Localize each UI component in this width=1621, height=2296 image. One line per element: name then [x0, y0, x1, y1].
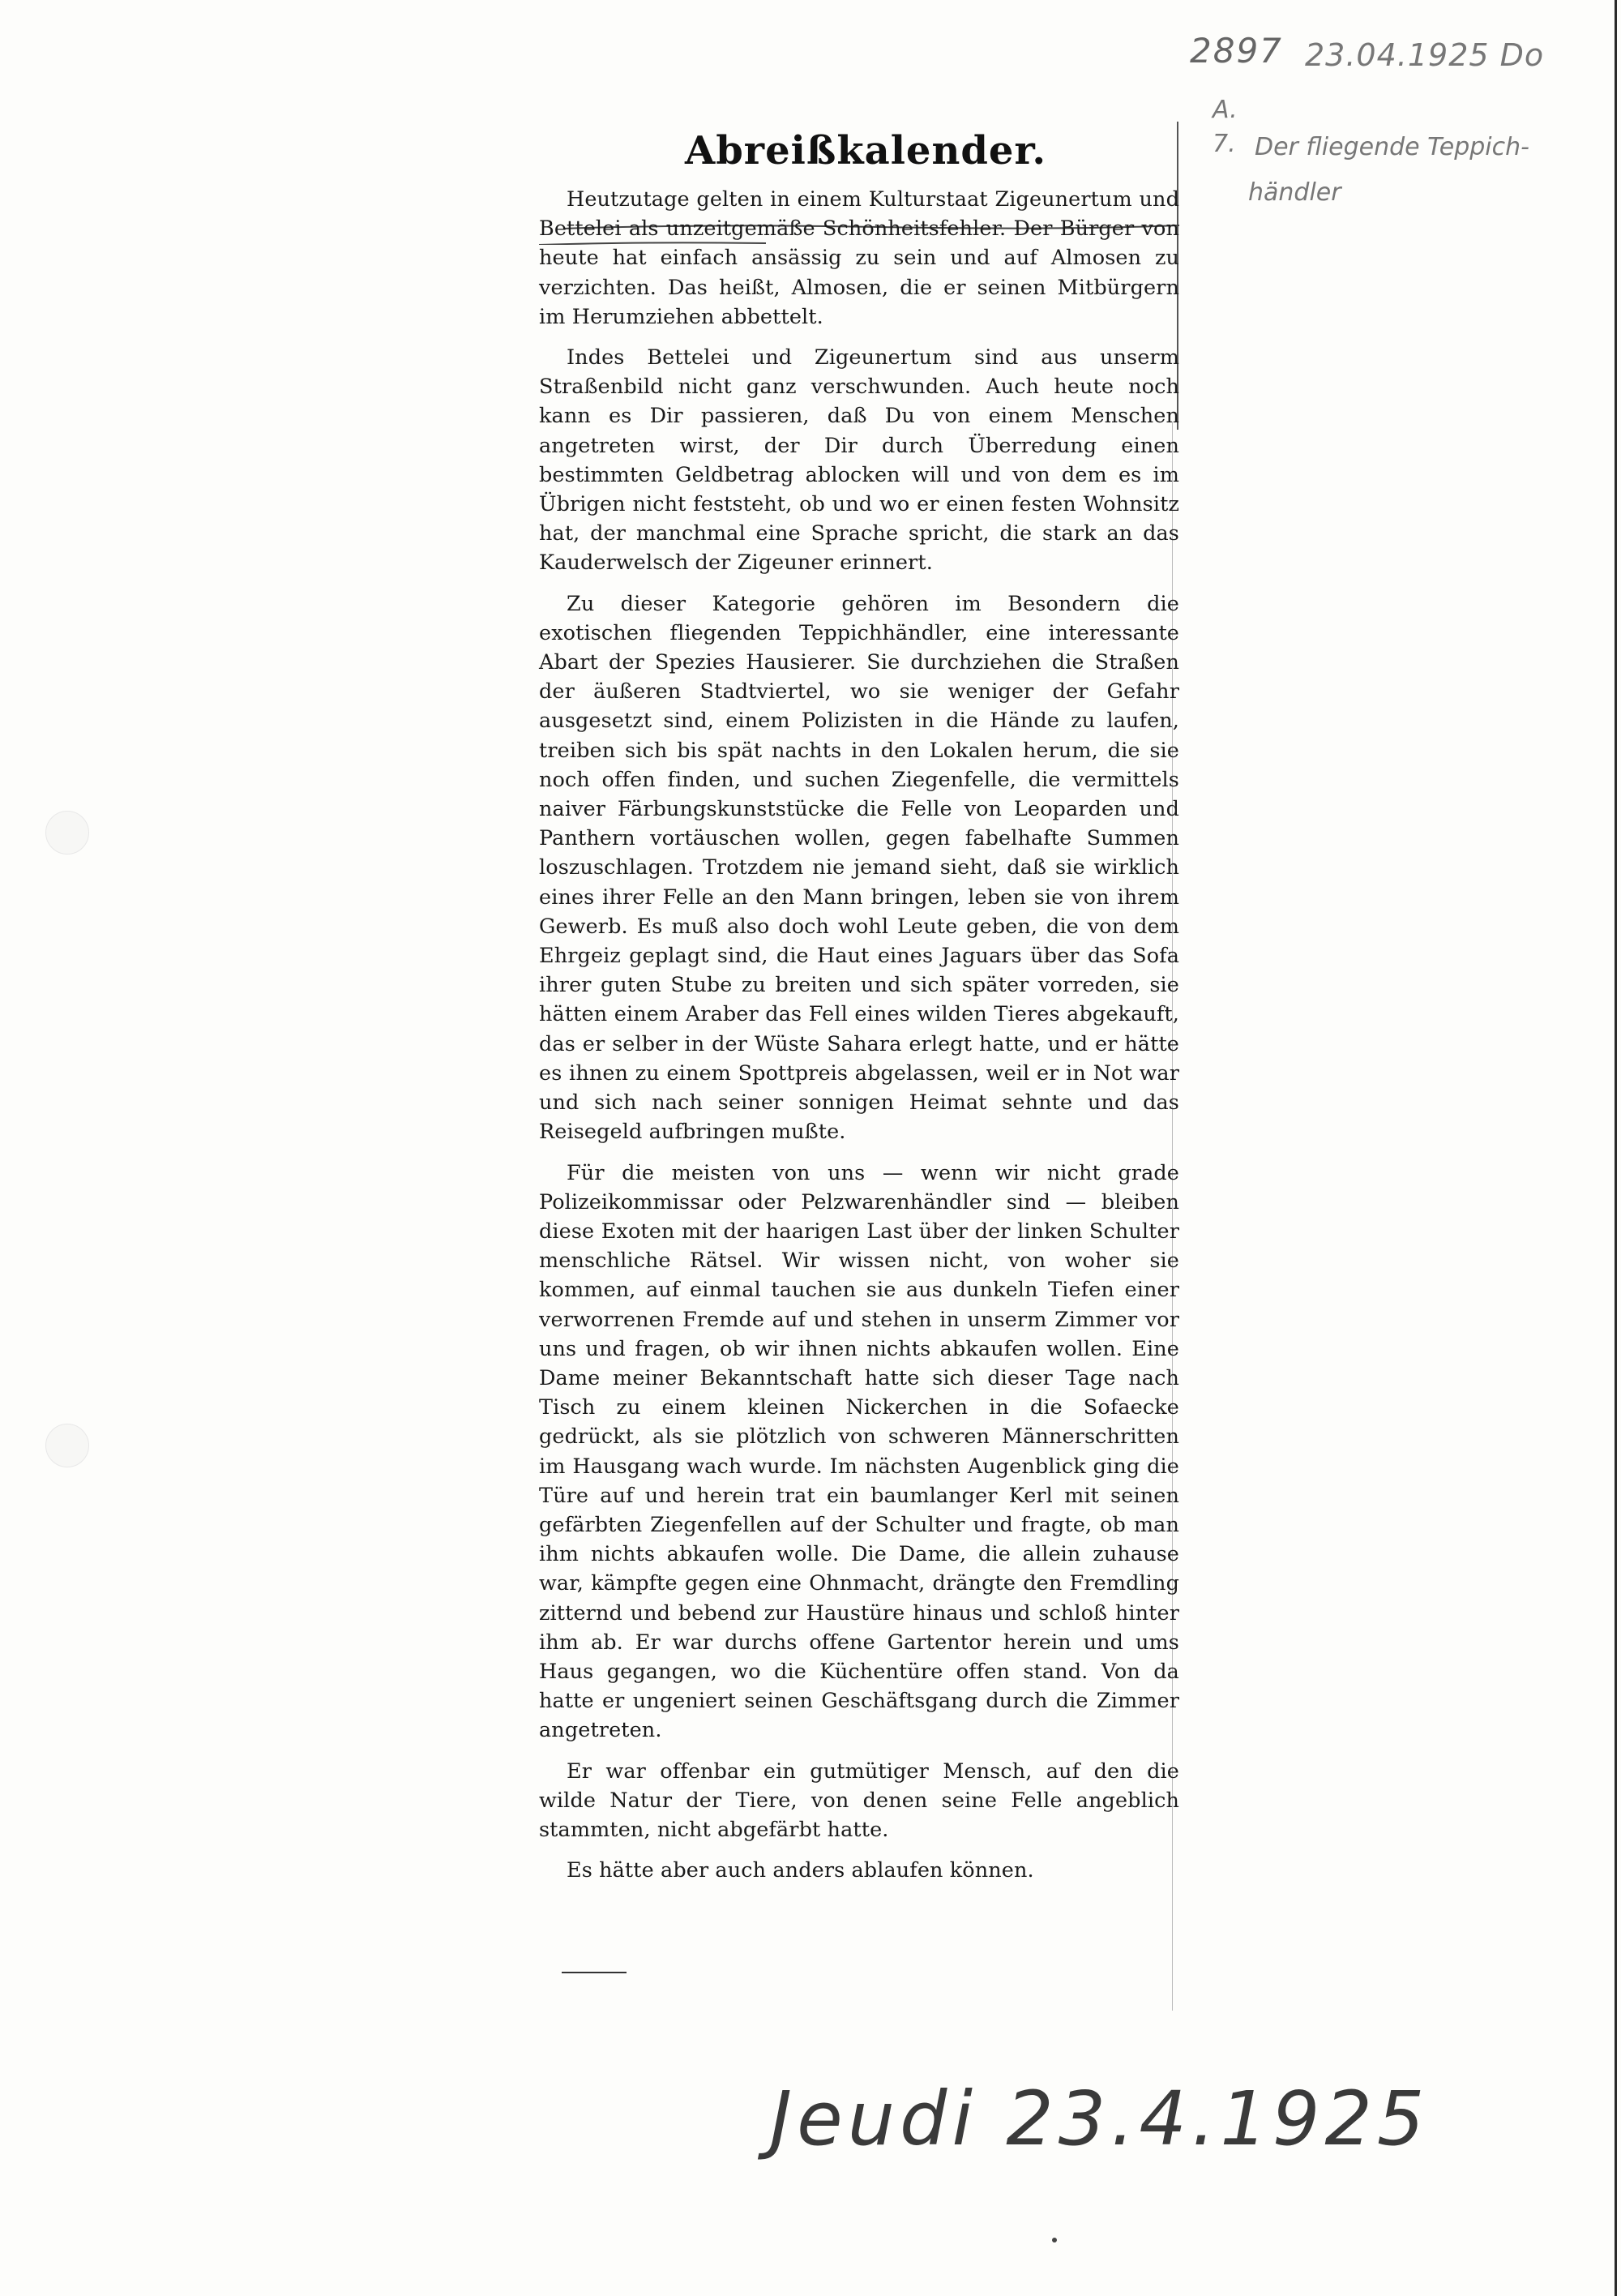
footer-handwritten-date: Jeudi 23.4.1925: [770, 2075, 1430, 2162]
article-paragraph-2: Indes Bettelei und Zigeunertum sind aus unserm Straßenbild nicht ganz verschwunden. Auch heute noch kann es Dir passieren, daß Du von einem Menschen angetreten wirst, der Dir durch Überredung einen bestimmten Geldbetrag ablocken will und von dem es im Übrigen nicht feststeht, ob und wo er einen festen Wohnsitz hat, der manchmal eine Sprache spricht, die stark an das Kauderwelsch der Zigeuner erinnert.: [539, 345, 1179, 576]
article-paragraph-3: Zu dieser Kategorie gehören im Besondern die exotischen fliegenden Teppichhändler, eine interessante Abart der Spezies Hausierer. Sie durchziehen die Straßen der äußeren Stadtviertel, wo sie weniger der Gefahr ausgesetzt sind, einem Polizisten in die Hände zu laufen, treiben sich bis spät nachts in den Lokalen herum, die sie noch offen finden, und suchen Ziegenfelle, die vermittels naiver Färbungskunststücke die Felle von Leoparden und Panthern vortäuschen wollen, gegen fabelhafte Summen loszuschlagen. Trotzdem nie jemand sieht, daß sie wirklich eines ihrer Felle an den Mann bringen, leben sie von ihrem Gewerb. Es muß also doch wohl Leute geben, die von dem Ehrgeiz geplagt sind, die Haut eines Jaguars über das Sofa ihrer guten Stube zu breiten und sich später vorreden, sie hätten einem Araber das Fell eines wilden Tieres abgekauft, das er selber in der Wüste Sahara erlegt hatte, und er hätte es ihnen zu einem Spottpreis abgelassen, weil er in Not war und sich nach seiner sonnigen Heimat sehnte und das Reisegeld aufbringen mußte.: [539, 591, 1179, 1145]
note-letter: A.: [1213, 96, 1238, 124]
article-paragraph-5: Er war offenbar ein gutmütiger Mensch, auf den die wilde Natur der Tiere, von denen seine Felle angeblich stammten, nicht abgefärbt hatte.: [539, 1758, 1179, 1842]
archive-date: 23.04.1925 Do: [1305, 37, 1545, 73]
note-text-line1: Der fliegende Teppich-: [1255, 133, 1529, 161]
article-body: [539, 185, 1179, 1885]
punch-hole-top: [45, 811, 89, 855]
article-paragraph-6: Es hätte aber auch anders ablaufen können.: [567, 1858, 1034, 1883]
article-paragraph-1: Heutzutage gelten in einem Kulturstaat Zigeunertum und Bettelei als unzeitgemäße Schönheitsfehler. Der Bürger von heute hat einfach ansässig zu sein und auf Almosen zu verzichten. Das heißt, Almosen, die er seinen Mitbürgern im Herumziehen abbettelt.: [539, 187, 1179, 329]
article-title: Abreißkalender.: [685, 128, 1047, 173]
punch-hole-bottom: [45, 1424, 89, 1467]
article-paragraph-4: Für die meisten von uns — wenn wir nicht grade Polizeikommissar oder Pelzwarenhändler sind — bleiben diese Exoten mit der haarigen Last über der linken Schulter menschliche Rätsel. Wir wissen nicht, von woher sie kommen, auf einmal tauchen sie aus dunkeln Tiefen einer verworrenen Fremde auf und stehen in unserm Zimmer vor uns und fragen, ob wir ihnen nichts abkaufen wollen. Eine Dame meiner Bekanntschaft hatte sich dieser Tage nach Tisch zu einem kleinen Nickerchen in die Sofaecke gedrückt, als sie plötzlich von schweren Männerschritten im Hausgang wach wurde. Im nächsten Augenblick ging die Türe auf und herein trat ein baumlanger Kerl mit seinen gefärbten Ziegenfellen auf der Schulter und fragte, ob man ihm nichts abkaufen wolle. Die Dame, die allein zuhause war, kämpfte gegen eine Ohnmacht, drängte den Fremdling zitternd und bebend zur Haustüre hinaus und schloß hinter ihm ab. Er war durchs offene Gartentor herein und ums Haus gegangen, wo die Küchentüre offen stand. Von da hatte er ungeniert seinen Geschäftsgang durch die Zimmer angetreten.: [539, 1160, 1179, 1743]
ink-dot: [1052, 2238, 1057, 2242]
archive-number: 2897: [1190, 31, 1283, 71]
note-text-line2: händler: [1248, 178, 1341, 207]
newspaper-clipping: [523, 122, 1187, 2011]
note-number: 7.: [1213, 130, 1236, 158]
page-edge-shadow: [1615, 0, 1617, 2296]
article-end-rule: [562, 1972, 627, 1973]
